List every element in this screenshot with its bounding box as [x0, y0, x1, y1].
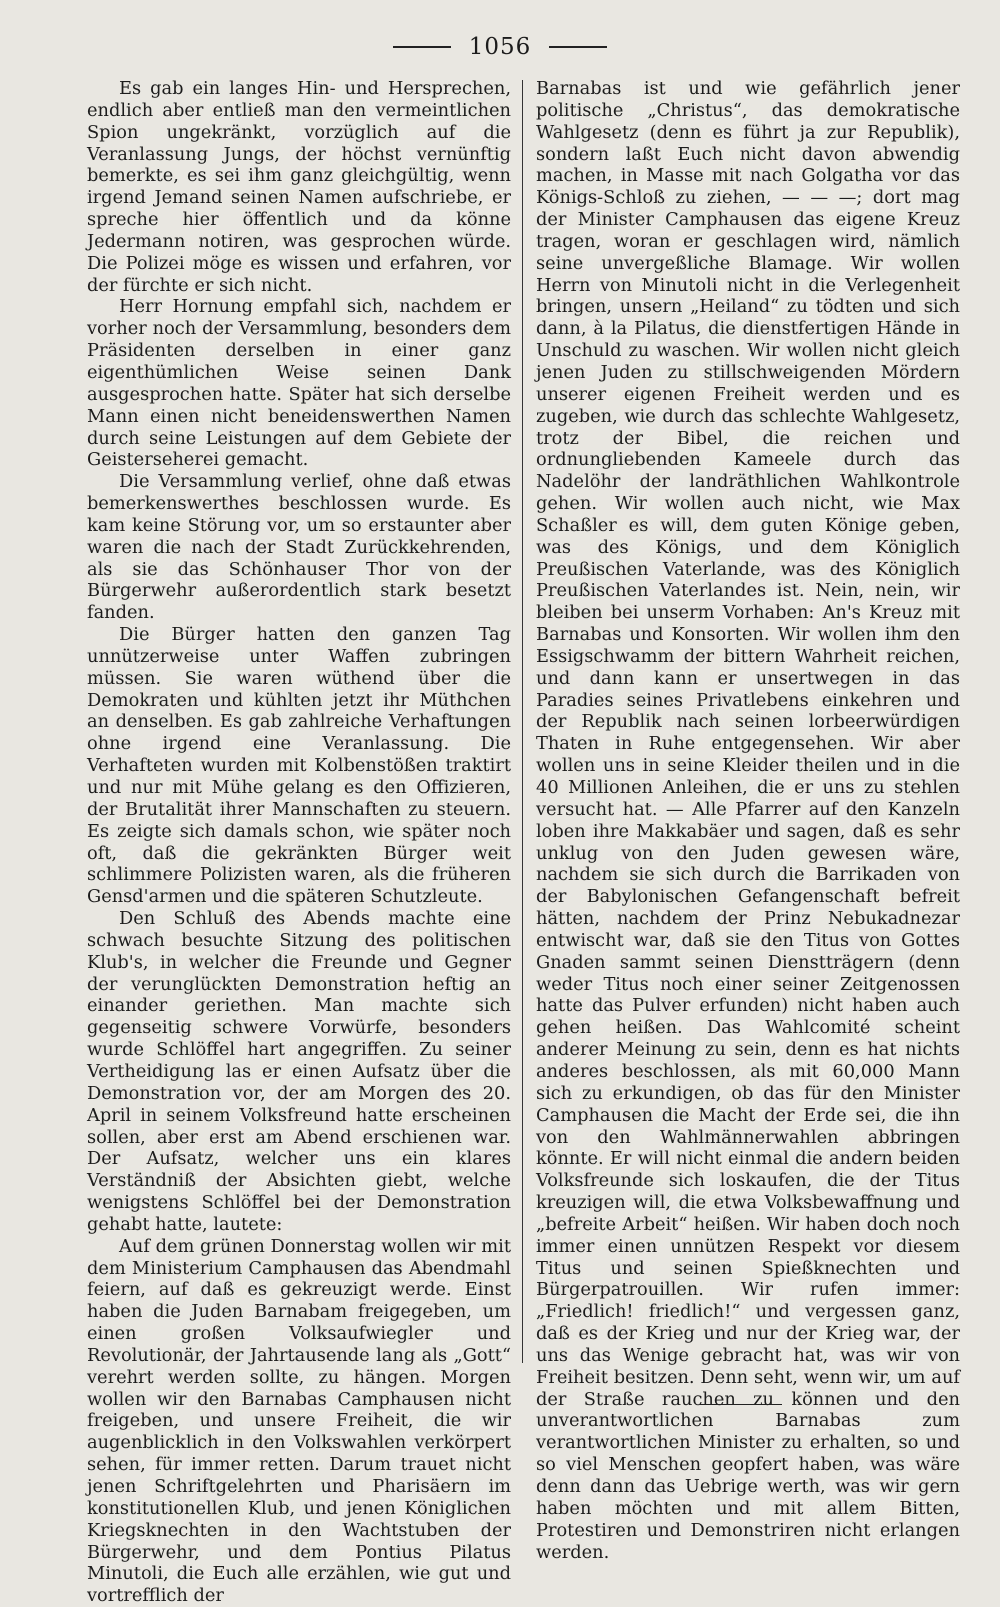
paragraph: Den Schluß des Abends machte eine schwach besuchte Sitzung des politischen Klub's, in welcher die Freunde und Gegner der verunglückten Demonstration heftig an einander geriethen. Man machte sich gegenseitig schwere Vorwürfe, besonders wurde Schlöffel hart angegriffen. Zu seiner Vertheidigung las er einen Aufsatz über die Demonstration vor, der am Morgen des 20. April in seinem Volksfreund hatte erscheinen sollen, aber erst am Abend erschienen war. Der Aufsatz, welcher uns ein klares Verständniß der Absichten giebt, welche wenigstens Schlöffel bei der Demonstration gehabt hatte, lautete: [87, 908, 511, 1235]
header-rule-right [549, 46, 607, 48]
paragraph: Barnabas ist und wie gefährlich jener politische „Christus“, das demokratische Wahlgesetz (denn es führt ja zur Republik), sondern laßt Euch nicht davon abwendig machen, in Masse mit nach Golgatha vor das Königs-Schloß zu ziehen, — — —; dort mag der Minister Camphausen das eigene Kreuz tragen, woran er geschlagen wird, nämlich seine unvergeßliche Blamage. Wir wollen Herrn von Minutoli nicht in die Verlegenheit bringen, unsern „Heiland“ zu tödten und sich dann, à la Pilatus, die dienstfertigen Hände in Unschuld zu waschen. Wir wollen nicht gleich jenen Juden zu stillschweigenden Mördern unserer eigenen Freiheit werden und es zugeben, wie durch das schlechte Wahlgesetz, trotz der Bibel, die reichen und ordnungliebenden Kameele durch das Nadelöhr der landräthlichen Wahlkontrole gehen. Wir wollen auch nicht, wie Max Schaßler es will, dem guten Könige geben, was des Königs, und dem Königlich Preußischen Vaterlande, was des Königlich Preußischen Vaterlandes ist. Nein, nein, wir bleiben bei unserm Vorhaben: An's Kreuz mit Barnabas und Konsorten. Wir wollen ihm den Essigschwamm der bittern Wahrheit reichen, und dann kann er unsertwegen in das Paradies seines Privatlebens einkehren und der Republik nach seinen lorbeerwürdigen Thaten in Ruhe entgegensehen. Wir aber wollen uns in seine Kleider theilen und in die 40 Millionen Anleihen, die er uns zu stehlen versucht hat. — Alle Pfarrer auf den Kanzeln loben ihre Makkabäer und sagen, daß es sehr unklug von den Juden gewesen wäre, nachdem sie sich durch die Barrikaden von der Babylonischen Gefangenschaft befreit hätten, nachdem der Prinz Nebukadnezar entwischt war, daß sie den Titus von Gottes Gnaden sammt seinen Dienstträgern (denn weder Titus noch einer seiner Zeitgenossen hatte das Pulver erfunden) nicht haben auch gehen heißen. Das Wahlcomité scheint anderer Meinung zu sein, denn es hat nichts anderes beschlossen, als mit 60,000 Mann sich zu erkundigen, ob das für den Minister Camphausen die Macht der Erde sei, die ihn von den Wahlmännerwahlen abbringen könnte. Er will nicht einmal die andern beiden Volksfreunde sich loskaufen, die der Titus kreuzigen will, die etwa Volksbewaffnung und „befreite Arbeit“ heißen. Wir haben doch noch immer einen unnützen Respekt vor diesem Titus und seinen Spießknechten und Bürgerpatrouillen. Wir rufen immer: „Friedlich! friedlich!“ und vergessen ganz, daß es der Krieg und nur der Krieg war, der uns das Wenige gebracht hat, was wir von Freiheit besitzen. Denn seht, wenn wir, um auf der Straße rauchen zu können und den unverantwortlichen Barnabas zum verantwortlichen Minister zu erhalten, so und so viel Menschen geopfert haben, was wäre denn dann das Uebrige werth, was wir gern haben möchten und mit allem Bitten, Protestiren und Demonstriren nicht erlangen werden. [536, 78, 960, 1563]
paragraph: Die Versammlung verlief, ohne daß etwas bemerkenswerthes beschlossen wurde. Es kam keine Störung vor, um so erstaunter aber waren die nach der Stadt Zurückkehrenden, als sie das Schönhauser Thor von der Bürgerwehr außerordentlich stark besetzt fanden. [87, 471, 511, 624]
paragraph: Es gab ein langes Hin- und Hersprechen, endlich aber entließ man den vermeintlichen Spion ungekränkt, vorzüglich auf die Veranlassung Jungs, der höchst vernünftig bemerkte, es sei ihm ganz gleichgültig, wenn irgend Jemand seinen Namen aufschriebe, er spreche hier öffentlich und da könne Jedermann notiren, was gesprochen würde. Die Polizei möge es wissen und erfahren, vor der fürchte er sich nicht. [87, 78, 511, 296]
right-column [536, 78, 960, 1563]
page-number: 1056 [468, 34, 532, 60]
left-column [87, 78, 511, 1607]
page-header [0, 30, 1000, 64]
paragraph: Auf dem grünen Donnerstag wollen wir mit dem Ministerium Camphausen das Abendmahl feiern, auf daß es gekreuzigt werde. Einst haben die Juden Barnabam freigegeben, um einen großen Volksaufwiegler und Revolutionär, der Jahrtausende lang als „Gott“ verehrt werden sollte, zu hängen. Morgen wollen wir den Barnabas Camphausen nicht freigeben, und unsere Freiheit, die wir augenblicklich in den Volkswahlen verkörpert sehen, für immer retten. Darum trauet nicht jenen Schriftgelehrten und Pharisäern im konstitutionellen Klub, und jenen Königlichen Kriegsknechten in den Wachtstuben der Bürgerwehr, und dem Pontius Pilatus Minutoli, die Euch alle erzählen, wie gut und vortrefflich der [87, 1235, 511, 1607]
column-divider [522, 80, 523, 1363]
end-rule [700, 1404, 782, 1405]
paragraph: Herr Hornung empfahl sich, nachdem er vorher noch der Versammlung, besonders dem Präsidenten derselben in einer ganz eigenthümlichen Weise seinen Dank ausgesprochen hatte. Später hat sich derselbe Mann einen nicht beneidenswerthen Namen durch seine Leistungen auf dem Gebiete der Geisterseherei gemacht. [87, 296, 511, 471]
paragraph: Die Bürger hatten den ganzen Tag unnützerweise unter Waffen zubringen müssen. Sie waren wüthend über die Demokraten und kühlten jetzt ihr Müthchen an denselben. Es gab zahlreiche Verhaftungen ohne irgend eine Veranlassung. Die Verhafteten wurden mit Kolbenstößen traktirt und nur mit Mühe gelang es den Offizieren, der Brutalität ihrer Mannschaften zu steuern. Es zeigte sich damals schon, wie später noch oft, daß die gekränkten Bürger weit schlimmere Polizisten waren, als die früheren Gensd'armen und die späteren Schutzleute. [87, 624, 511, 908]
header-rule-left [393, 46, 451, 48]
